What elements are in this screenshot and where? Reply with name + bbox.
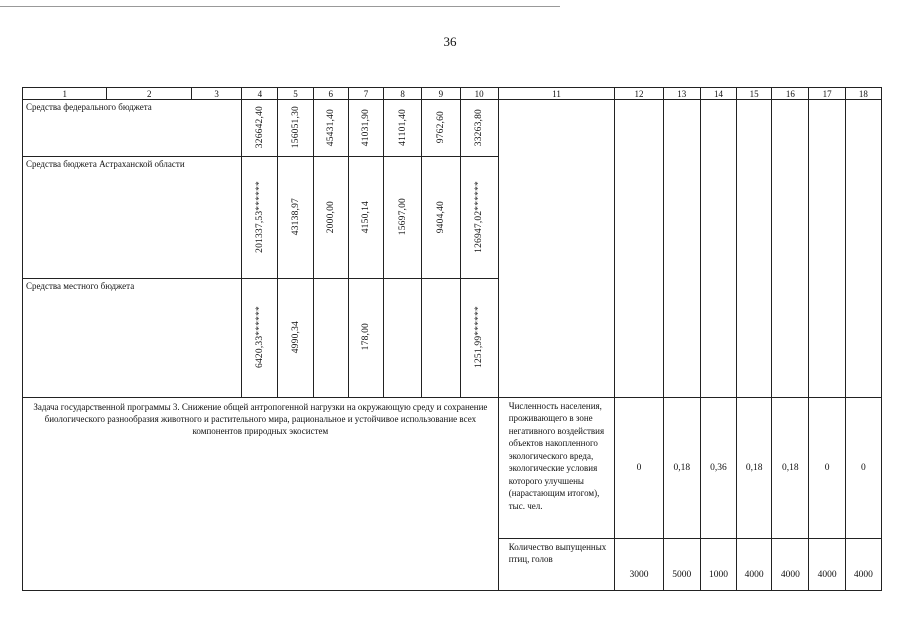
col-header: 14 bbox=[700, 88, 736, 100]
value-text: 33263,80 bbox=[474, 108, 485, 146]
value-cell-empty bbox=[663, 100, 700, 398]
col-header: 9 bbox=[422, 88, 460, 100]
value-cell bbox=[384, 157, 422, 279]
funding-label: Средства местного бюджета bbox=[23, 279, 242, 398]
value-text: 4990,34 bbox=[290, 320, 301, 354]
funding-row-federal bbox=[23, 100, 882, 157]
value-cell bbox=[422, 100, 460, 157]
value-cell bbox=[460, 279, 498, 398]
col-header: 8 bbox=[384, 88, 422, 100]
value-text: 201337,53****** bbox=[254, 180, 265, 253]
header-row bbox=[23, 88, 882, 100]
value-cell bbox=[313, 279, 348, 398]
task-row bbox=[23, 397, 882, 538]
col-header: 16 bbox=[772, 88, 809, 100]
value-cell bbox=[384, 279, 422, 398]
value-cell-empty bbox=[845, 100, 881, 398]
col-header: 4 bbox=[242, 88, 278, 100]
indicator-value: 4000 bbox=[845, 538, 881, 590]
value-text: 178,00 bbox=[360, 323, 371, 351]
value-cell-empty bbox=[772, 100, 809, 398]
value-cell bbox=[348, 157, 383, 279]
value-cell bbox=[313, 157, 348, 279]
col-header: 2 bbox=[107, 88, 191, 100]
indicator-value: 4000 bbox=[772, 538, 809, 590]
indicator-value: 0 bbox=[615, 397, 663, 538]
value-text: 1251,99****** bbox=[474, 305, 485, 368]
value-cell bbox=[422, 279, 460, 398]
indicator-value: 0 bbox=[809, 397, 845, 538]
value-text: 41101,40 bbox=[397, 108, 408, 146]
task-description: Задача государственной программы 3. Снижение общей антропогенной нагрузки на окружающую среду и сохранение биологического разнообразия животного и растительного мира, рациональное и устойчивое использование всех компонентов природных экосистем bbox=[23, 397, 499, 590]
value-cell bbox=[313, 100, 348, 157]
col-header: 1 bbox=[23, 88, 107, 100]
page-number: 36 bbox=[443, 34, 457, 49]
indicator-value: 0,18 bbox=[737, 397, 772, 538]
indicator-value: 1000 bbox=[700, 538, 736, 590]
col-header: 18 bbox=[845, 88, 881, 100]
program-table bbox=[22, 87, 882, 591]
value-text: 9404,40 bbox=[435, 200, 446, 233]
col-header: 12 bbox=[615, 88, 663, 100]
value-cell bbox=[278, 279, 313, 398]
value-cell bbox=[384, 100, 422, 157]
value-cell bbox=[278, 157, 313, 279]
indicator-name: Численность населения, проживающего в зоне негативного воздействия объектов накопленного экологического вреда, экологические условия которого улучшены (нарастающим итогом), тыс. чел. bbox=[498, 397, 615, 538]
col-header: 11 bbox=[498, 88, 615, 100]
value-text: 156051,30 bbox=[290, 106, 301, 149]
value-cell bbox=[242, 157, 278, 279]
value-cell bbox=[242, 100, 278, 157]
value-text: 126947,02****** bbox=[474, 180, 485, 253]
value-cell bbox=[348, 279, 383, 398]
value-cell bbox=[460, 157, 498, 279]
value-text: 326642,40 bbox=[254, 106, 265, 149]
value-cell bbox=[242, 279, 278, 398]
value-cell bbox=[422, 157, 460, 279]
col-header: 7 bbox=[348, 88, 383, 100]
indicator-value: 3000 bbox=[615, 538, 663, 590]
value-cell bbox=[278, 100, 313, 157]
indicator-value: 4000 bbox=[809, 538, 845, 590]
col-header: 5 bbox=[278, 88, 313, 100]
indicator-value: 0,18 bbox=[663, 397, 700, 538]
indicator-cell-empty bbox=[498, 100, 615, 398]
indicator-value: 5000 bbox=[663, 538, 700, 590]
indicator-value: 0,36 bbox=[700, 397, 736, 538]
value-cell bbox=[460, 100, 498, 157]
col-header: 3 bbox=[191, 88, 241, 100]
value-text: 43138,97 bbox=[290, 198, 301, 236]
value-text: 2000,00 bbox=[325, 200, 336, 233]
value-text: 41031,90 bbox=[360, 108, 371, 146]
value-cell bbox=[348, 100, 383, 157]
value-text: 9762,60 bbox=[435, 111, 446, 144]
value-text: 6420,33****** bbox=[254, 305, 265, 368]
indicator-value: 4000 bbox=[737, 538, 772, 590]
value-text: 15697,00 bbox=[397, 198, 408, 236]
value-cell-empty bbox=[809, 100, 845, 398]
indicator-value: 0,18 bbox=[772, 397, 809, 538]
value-cell-empty bbox=[700, 100, 736, 398]
col-header: 6 bbox=[313, 88, 348, 100]
col-header: 10 bbox=[460, 88, 498, 100]
col-header: 17 bbox=[809, 88, 845, 100]
indicator-name: Количество выпущенных птиц, голов bbox=[498, 538, 615, 590]
value-cell-empty bbox=[737, 100, 772, 398]
value-cell-empty bbox=[615, 100, 663, 398]
col-header: 13 bbox=[663, 88, 700, 100]
funding-label: Средства федерального бюджета bbox=[23, 100, 242, 157]
funding-label: Средства бюджета Астраханской области bbox=[23, 157, 242, 279]
indicator-value: 0 bbox=[845, 397, 881, 538]
value-text: 4150,14 bbox=[360, 200, 371, 233]
col-header: 15 bbox=[737, 88, 772, 100]
value-text: 45431,40 bbox=[325, 108, 336, 146]
top-rule bbox=[0, 6, 560, 7]
